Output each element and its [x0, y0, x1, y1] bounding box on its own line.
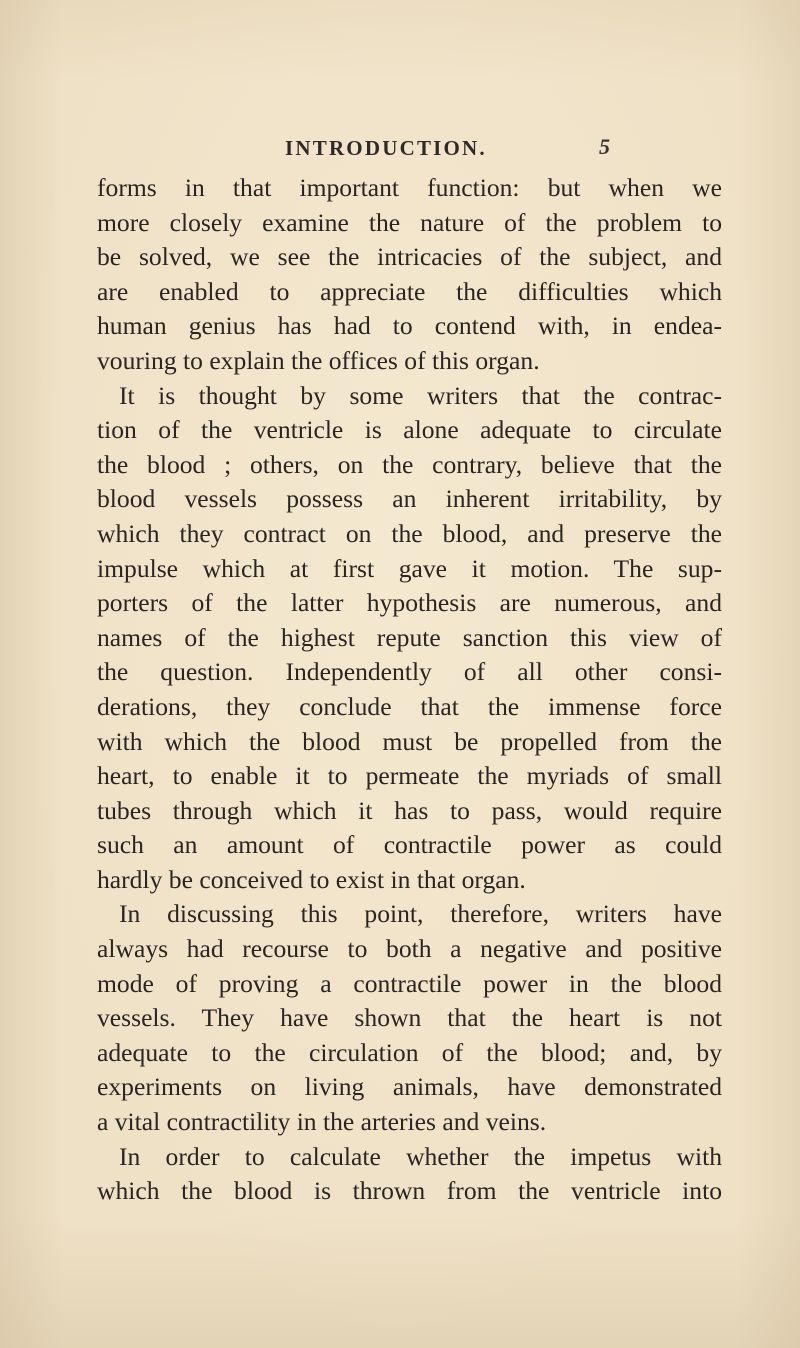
text-line: names of the highest repute sanction this view of	[97, 622, 722, 652]
text-line: a vital contractility in the arteries and veins.	[97, 1107, 547, 1137]
text-line: forms in that important function: but when we	[97, 173, 722, 202]
text-line: the blood ; others, on the contrary, believe that the	[97, 449, 722, 479]
text-line: In order to calculate whether the impetus with	[119, 1141, 722, 1171]
text-line: always had recourse to both a negative and positive	[97, 934, 722, 964]
text-line: be solved, we see the intricacies of the subject, and	[97, 242, 722, 272]
text-line: human genius has had to contend with, in endea-	[97, 311, 722, 341]
text-line: blood vessels possess an inherent irritability, by	[97, 484, 722, 514]
text-line: In discussing this point, therefore, writers have	[119, 899, 722, 929]
text-line: more closely examine the nature of the problem to	[97, 207, 722, 237]
text-line: tubes through which it has to pass, would require	[97, 795, 722, 825]
text-line: which they contract on the blood, and preserve the	[97, 518, 722, 548]
text-line: adequate to the circulation of the blood; and, by	[97, 1037, 722, 1067]
text-line: impulse which at first gave it motion. The sup-	[97, 553, 722, 583]
text-line: mode of proving a contractile power in the blood	[97, 968, 722, 998]
text-line: heart, to enable it to permeate the myriads of small	[97, 761, 722, 791]
text-line: the question. Independently of all other consi-	[97, 657, 722, 687]
text-line: are enabled to appreciate the difficulties which	[97, 276, 722, 306]
text-line: vessels. They have shown that the heart is not	[97, 1003, 722, 1033]
text-line: hardly be conceived to exist in that organ.	[97, 864, 526, 894]
text-line: with which the blood must be propelled from the	[97, 726, 722, 756]
text-line: tion of the ventricle is alone adequate to circulate	[97, 415, 722, 445]
text-line: vouring to explain the offices of this organ.	[97, 345, 540, 375]
page-number: 5	[599, 134, 610, 159]
text-line: derations, they conclude that the immense force	[97, 691, 722, 721]
text-line: which the blood is thrown from the ventricle into	[97, 1176, 722, 1206]
running-head	[0, 136, 800, 166]
text-line: It is thought by some writers that the contrac-	[119, 380, 722, 410]
text-line: such an amount of contractile power as could	[97, 830, 722, 860]
text-line: porters of the latter hypothesis are numerous, and	[97, 588, 722, 618]
body-text	[97, 171, 722, 1209]
text-line: experiments on living animals, have demonstrated	[97, 1072, 722, 1102]
running-title: INTRODUCTION.	[285, 136, 487, 160]
